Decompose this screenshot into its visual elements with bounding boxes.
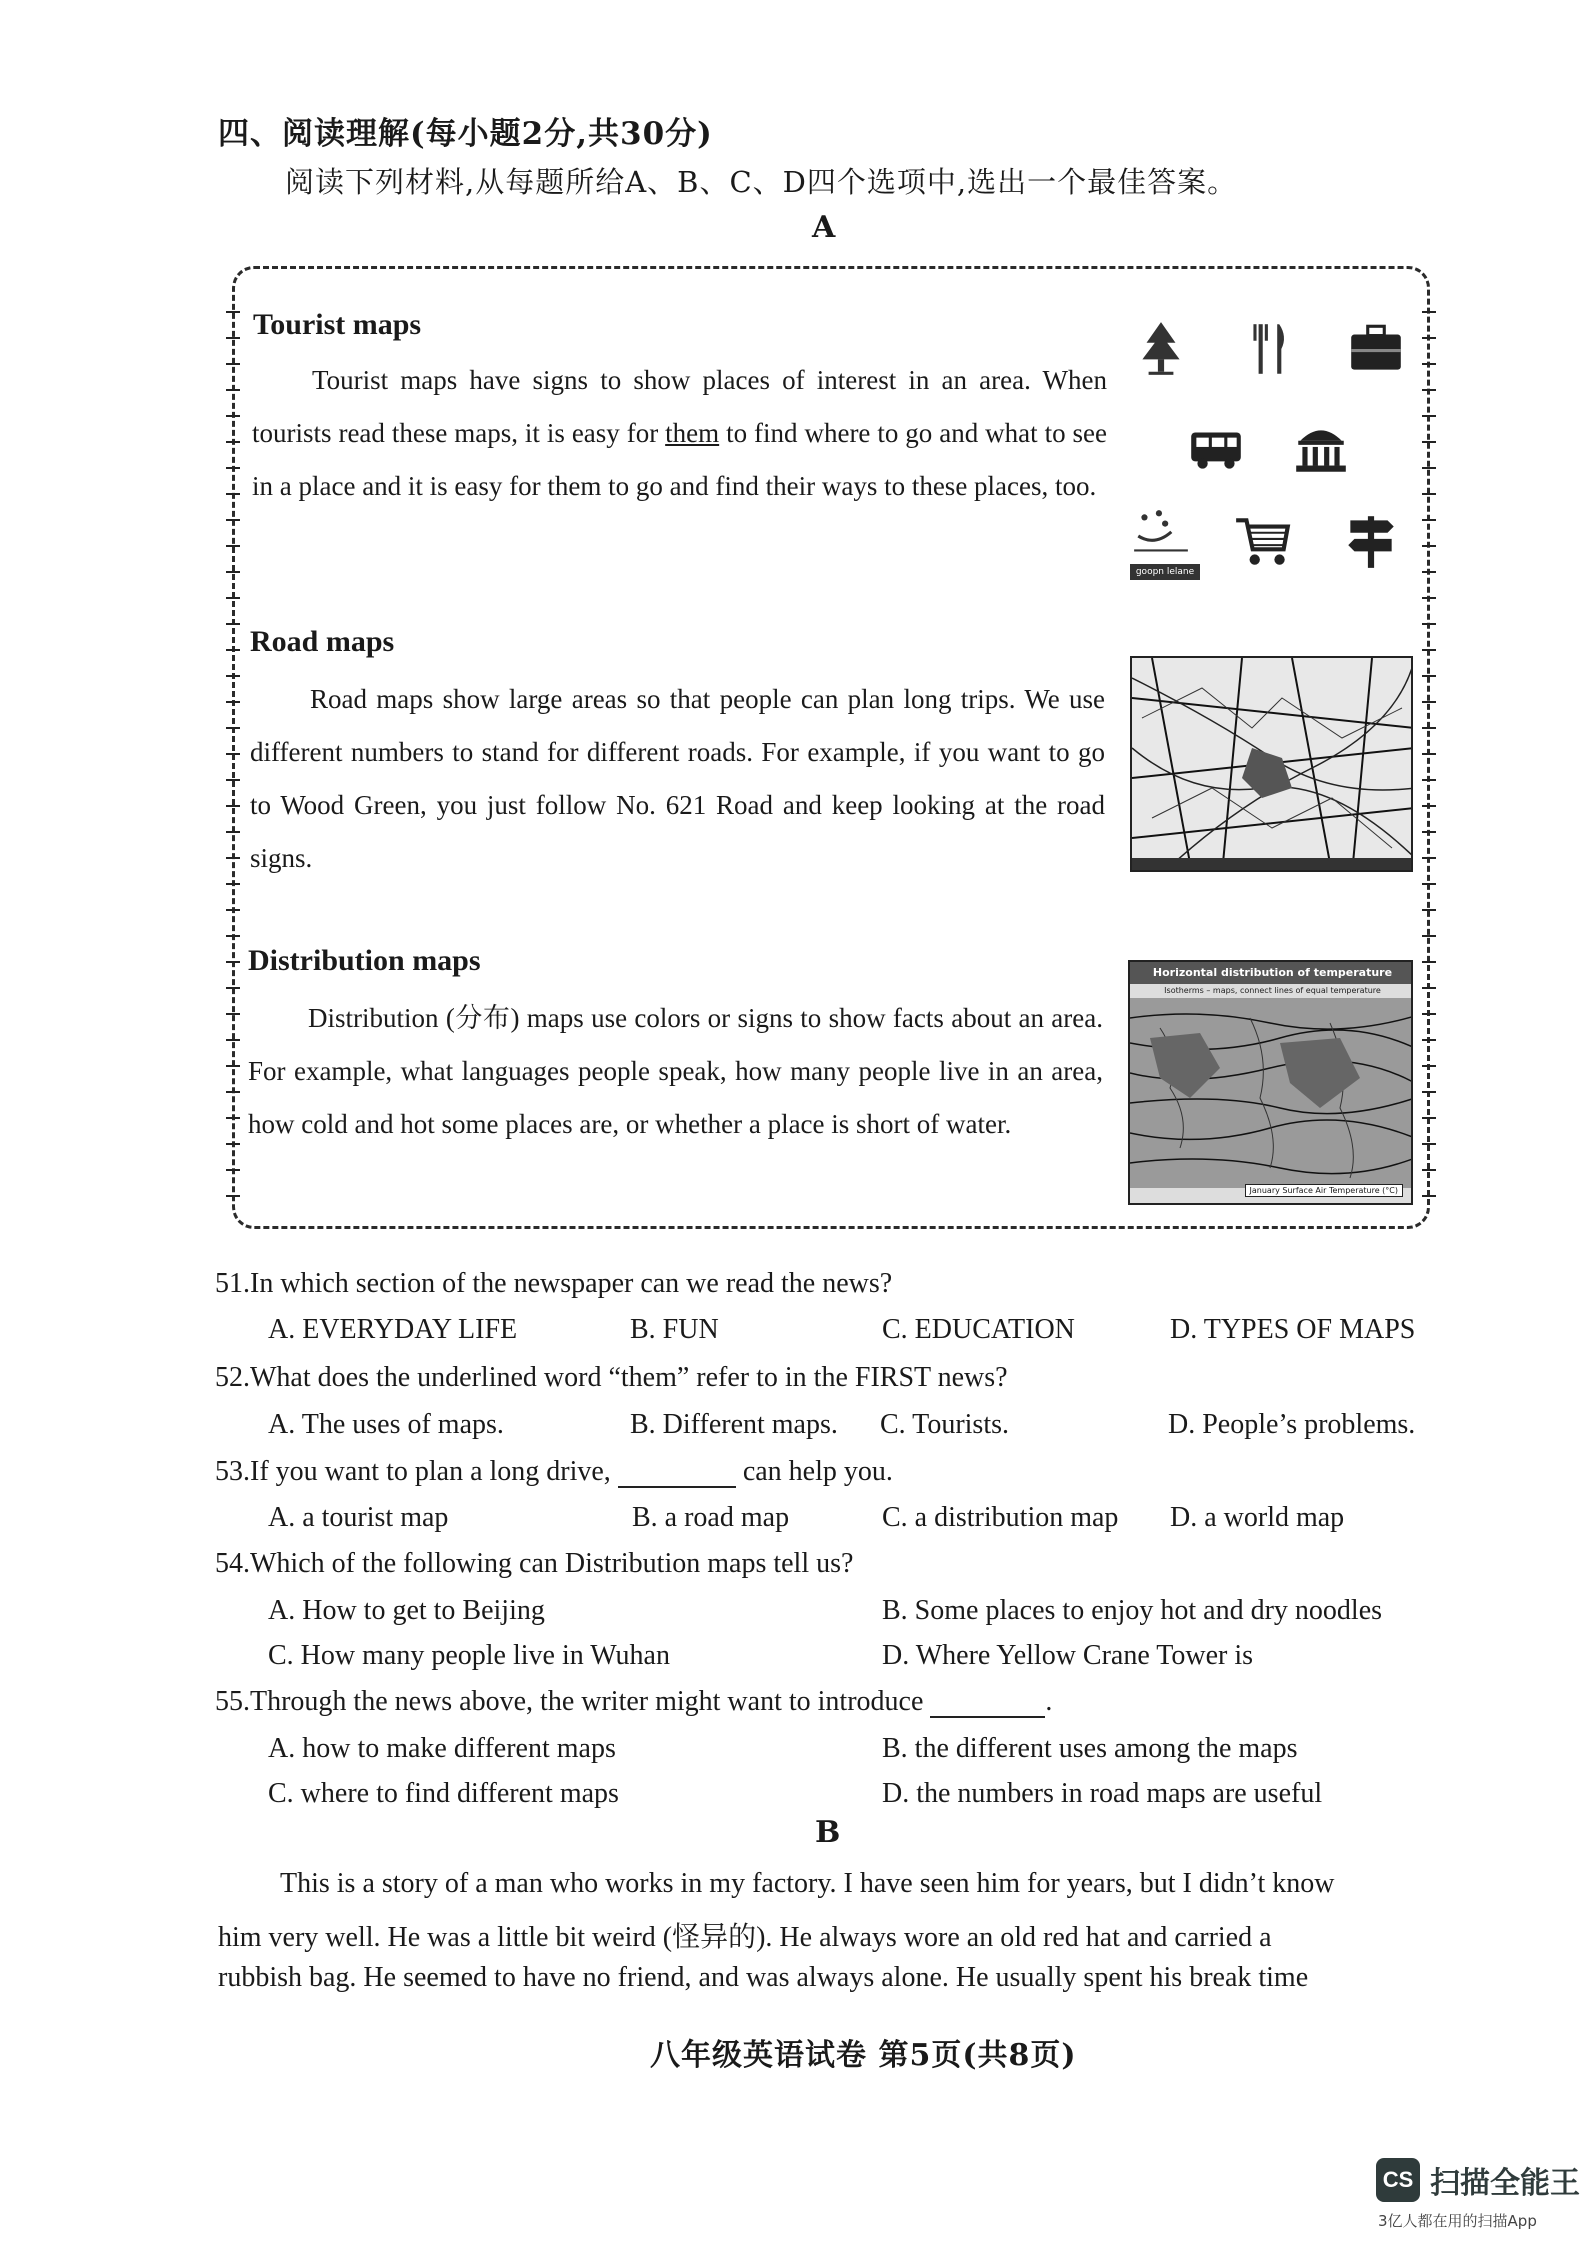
instruction: 阅读下列材料,从每题所给A、B、C、D四个选项中,选出一个最佳答案。 bbox=[285, 165, 1238, 199]
temperature-map-title: Horizontal distribution of temperature bbox=[1130, 962, 1413, 984]
scanner-app-name: 扫描全能王 bbox=[1430, 2166, 1580, 2201]
q55-option-a: A. how to make different maps bbox=[268, 1733, 616, 1764]
q54-option-b: B. Some places to enjoy hot and dry noodles bbox=[882, 1595, 1383, 1626]
distribution-maps-text: Distribution (分布) maps use colors or signs to show facts about an area. For example, what languages people speak, how many people live in an area, how cold and hot some places are, or whether a place is short of water. bbox=[248, 1003, 1103, 1139]
q55-blank bbox=[930, 1716, 1045, 1718]
q55-option-c: C. where to find different maps bbox=[268, 1778, 619, 1809]
museum-icon bbox=[1290, 418, 1352, 480]
shopping-cart-icon bbox=[1232, 510, 1294, 572]
temperature-map-image bbox=[1128, 960, 1413, 1205]
road-map-image bbox=[1130, 656, 1413, 872]
park-icon bbox=[1130, 505, 1192, 567]
question-55: 55.Through the news above, the writer might want to introduce . bbox=[215, 1686, 1053, 1717]
q53-option-c: C. a distribution map bbox=[882, 1502, 1119, 1533]
tourist-maps-text: Tourist maps have signs to show places of interest in an area. When tourists read these maps, it is easy for them to find where to go and what to see in a place and it is easy for them to go and find their ways to these places, too. bbox=[252, 365, 1107, 501]
q54-option-a: A. How to get to Beijing bbox=[268, 1595, 545, 1626]
park-icon-caption: goopn lelane bbox=[1130, 564, 1200, 580]
fork-knife-icon bbox=[1240, 318, 1302, 380]
q51-option-c: C. EDUCATION bbox=[882, 1314, 1075, 1345]
frame-right-ticks bbox=[1422, 289, 1436, 1206]
section-title: 四、阅读理解(每小题2分,共30分) bbox=[218, 116, 713, 152]
q52-option-c: C. Tourists. bbox=[880, 1409, 1009, 1440]
passage-b-line-1: This is a story of a man who works in my factory. I have seen him for years, but I didn’t know bbox=[280, 1868, 1335, 1899]
tree-icon bbox=[1130, 318, 1192, 380]
q54-option-d: D. Where Yellow Crane Tower is bbox=[882, 1640, 1254, 1671]
temperature-map-caption: January Surface Air Temperature (°C) bbox=[1245, 1184, 1403, 1197]
distribution-maps-heading: Distribution maps bbox=[248, 944, 481, 977]
tourist-maps-heading: Tourist maps bbox=[253, 308, 422, 341]
question-53: 53.If you want to plan a long drive, can help you. bbox=[215, 1456, 893, 1487]
suitcase-icon bbox=[1345, 318, 1407, 380]
bus-icon bbox=[1185, 418, 1247, 480]
q52-option-b: B. Different maps. bbox=[630, 1409, 838, 1440]
passage-a-label: A bbox=[812, 210, 836, 245]
q51-option-d: D. TYPES OF MAPS bbox=[1170, 1314, 1416, 1345]
signpost-icon bbox=[1340, 510, 1402, 572]
q55-option-d: D. the numbers in road maps are useful bbox=[882, 1778, 1323, 1809]
q55-option-b: B. the different uses among the maps bbox=[882, 1733, 1298, 1764]
question-52: 52.What does the underlined word “them” refer to in the FIRST news? bbox=[215, 1362, 1008, 1393]
cs-badge-icon: CS bbox=[1376, 2158, 1420, 2202]
passage-b-label: B bbox=[815, 1815, 841, 1850]
q51-option-b: B. FUN bbox=[630, 1314, 719, 1345]
temperature-map-subtitle: Isotherms – maps, connect lines of equal temperature bbox=[1164, 986, 1381, 995]
question-51: 51.In which section of the newspaper can we read the news? bbox=[215, 1268, 893, 1299]
question-54: 54.Which of the following can Distribution maps tell us? bbox=[215, 1548, 854, 1579]
q52-option-d: D. People’s problems. bbox=[1168, 1409, 1416, 1440]
page-footer: 八年级英语试卷 第5页(共8页) bbox=[650, 2038, 1077, 2073]
q51-option-a: A. EVERYDAY LIFE bbox=[268, 1314, 518, 1345]
scanner-logo bbox=[1376, 2158, 1580, 2202]
q52-option-a: A. The uses of maps. bbox=[268, 1409, 504, 1440]
scanner-tagline: 3亿人都在用的扫描App bbox=[1378, 2212, 1537, 2230]
q53-option-d: D. a world map bbox=[1170, 1502, 1345, 1533]
q53-option-a: A. a tourist map bbox=[268, 1502, 449, 1533]
q53-option-b: B. a road map bbox=[632, 1502, 790, 1533]
q53-blank bbox=[618, 1486, 736, 1488]
passage-b-line-2: him very well. He was a little bit weird (怪异的). He always wore an old red hat and carried a bbox=[218, 1922, 1272, 1953]
passage-b-line-3: rubbish bag. He seemed to have no friend, and was always alone. He usually spent his break time bbox=[218, 1962, 1309, 1993]
q54-option-c: C. How many people live in Wuhan bbox=[268, 1640, 670, 1671]
road-maps-heading: Road maps bbox=[250, 625, 395, 658]
road-maps-text: Road maps show large areas so that people can plan long trips. We use different numbers to stand for different roads. For example, if you want to go to Wood Green, you just follow No. 621 Road and keep looking at the road signs. bbox=[250, 684, 1105, 873]
underlined-them: them bbox=[665, 418, 720, 448]
frame-left-ticks bbox=[226, 289, 240, 1206]
